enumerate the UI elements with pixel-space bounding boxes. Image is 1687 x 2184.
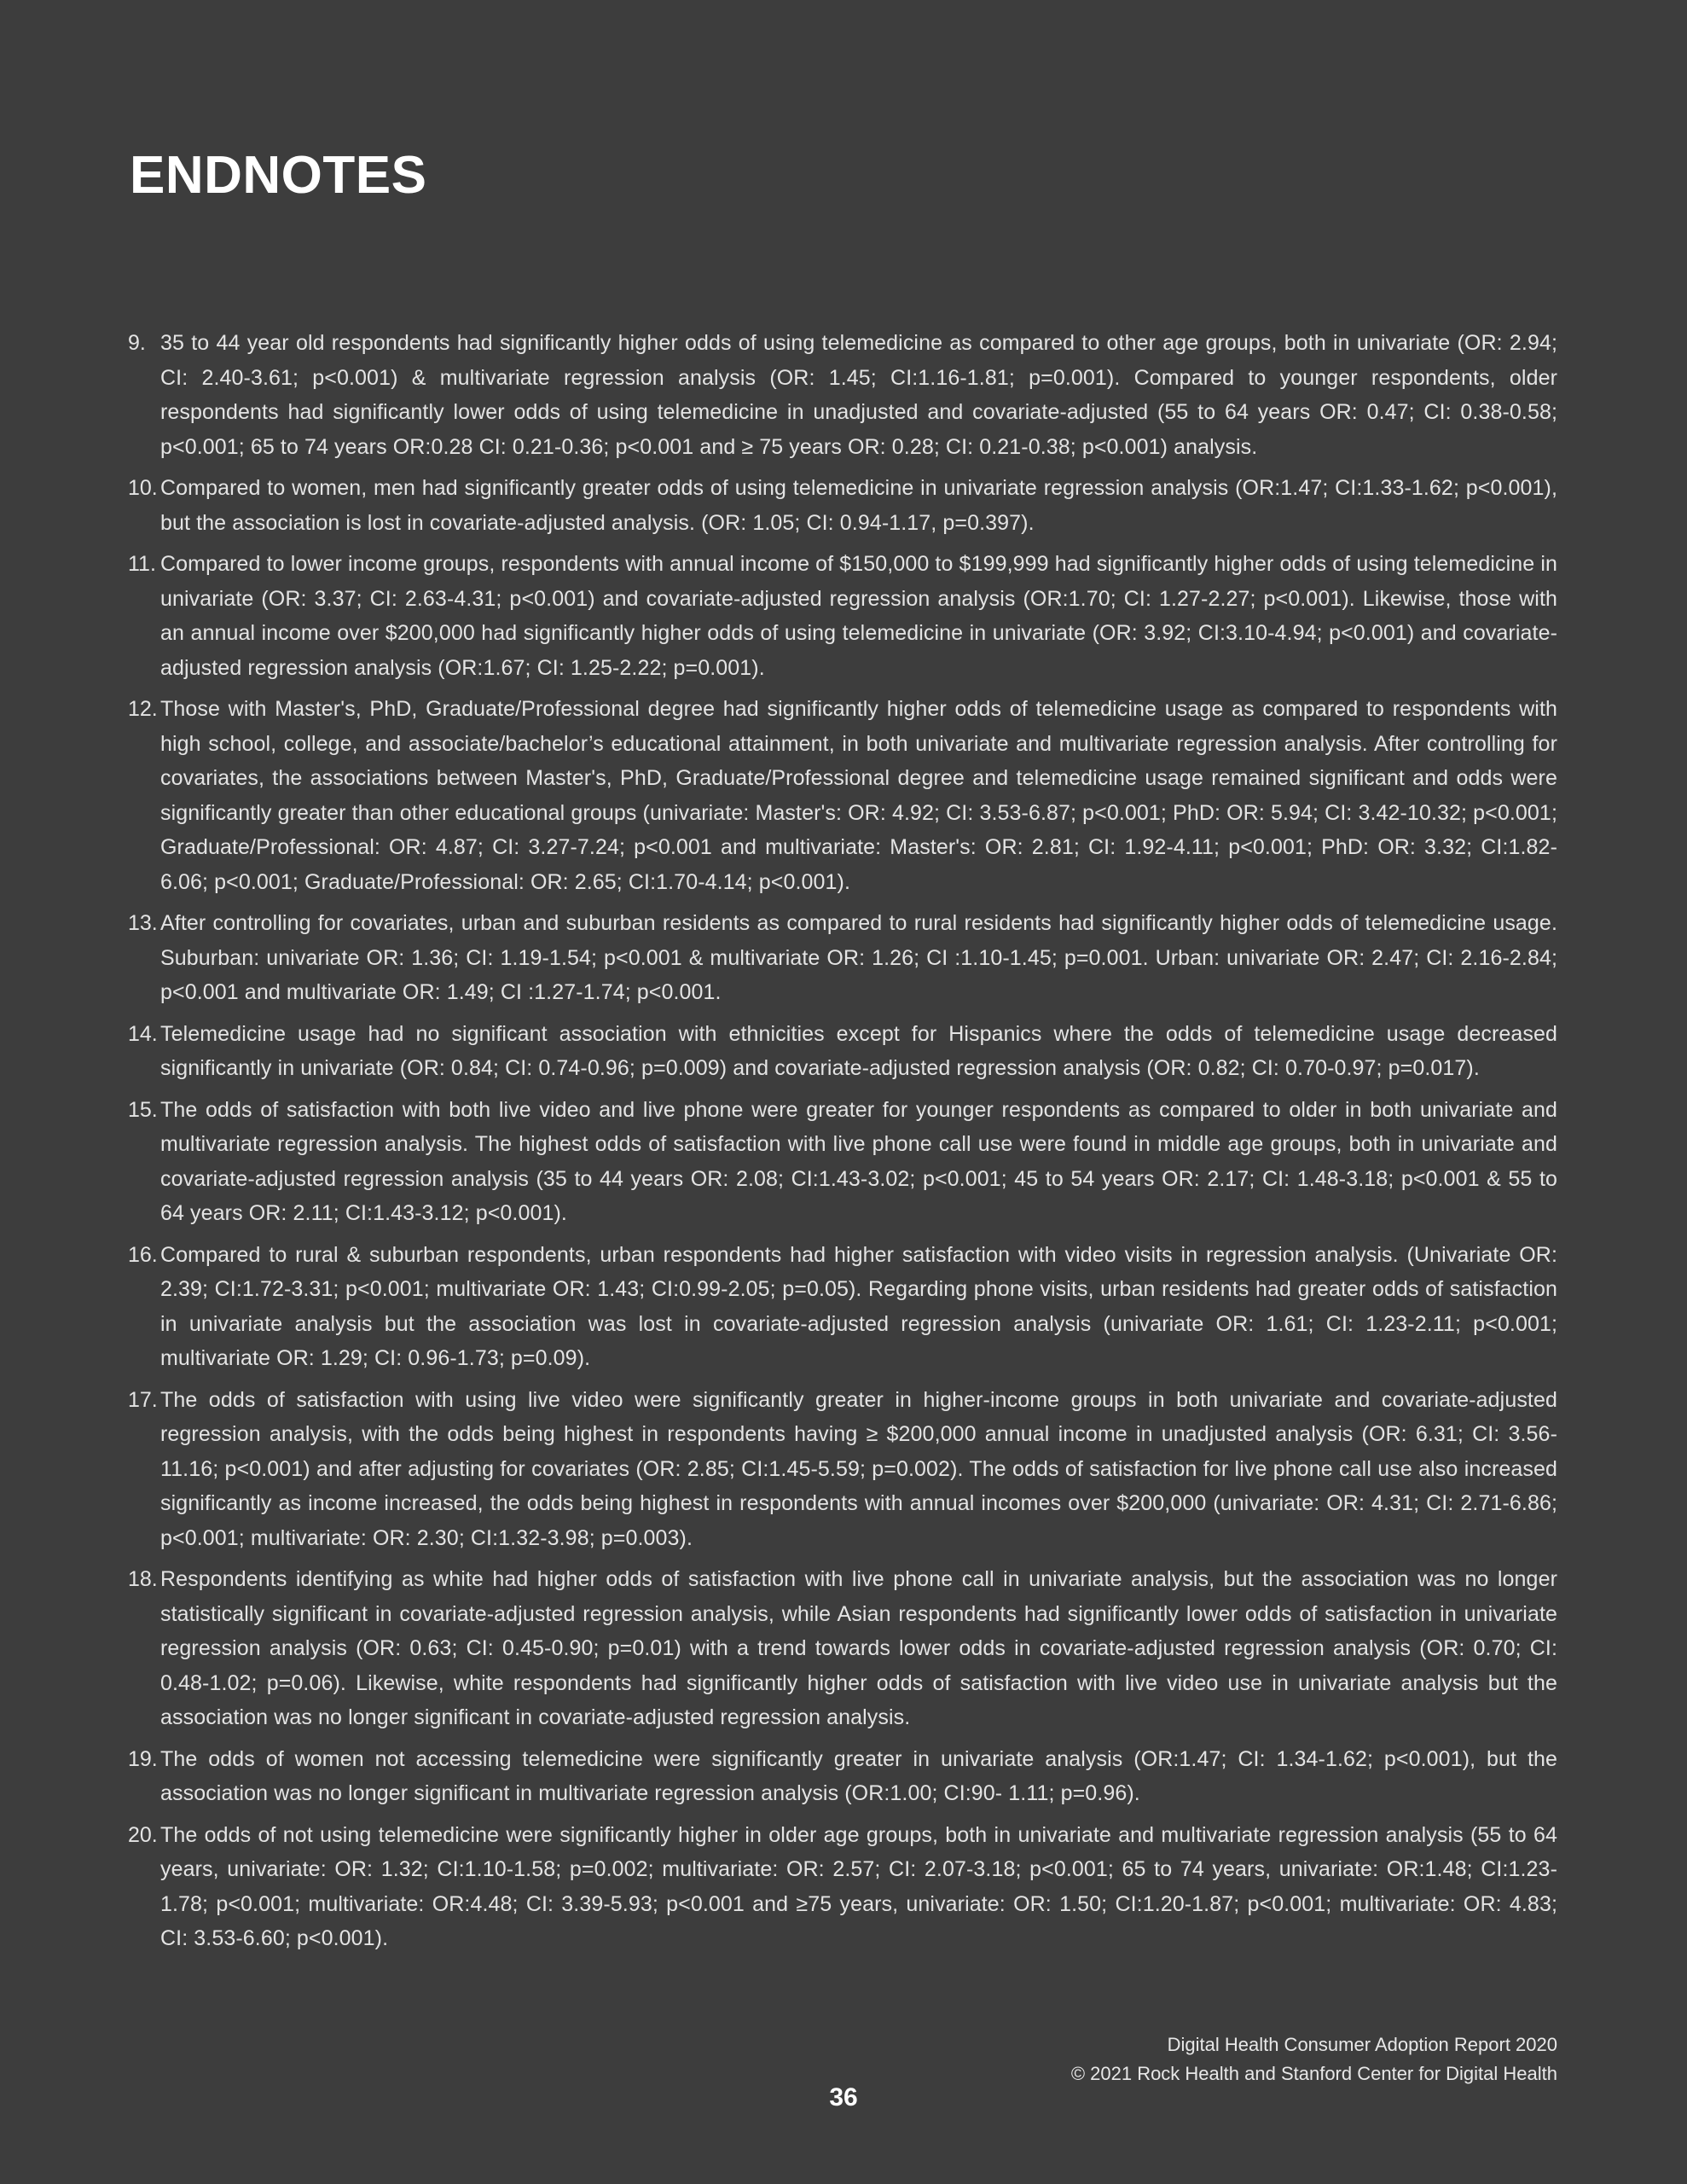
endnote-text: Those with Master's, PhD, Graduate/Professional degree had significantly higher odds of telemedicine usage as compared to respondents with high school, college, and associate/bachelor’s educational attainment, in both univariate and multivariate regression analysis. After controlling for covariates, the associations between Master's, PhD, Graduate/Professional degree and telemedicine usage remained significant and odds were significantly greater than other educational groups (univariate: Master's: OR: 4.92; CI: 3.53-6.87; p<0.001; PhD: OR: 5.94; CI: 3.42-10.32; p<0.001; Graduate/Professional: OR: 4.87; CI: 3.27-7.24; p<0.001 and multivariate: Master's: OR: 2.81; CI: 1.92-4.11; p<0.001; PhD: OR: 3.32; CI:1.82-6.06; p<0.001; Graduate/Professional: OR: 2.65; CI:1.70-4.14; p<0.001). xyxy=(160,697,1557,894)
endnote-number: 9. xyxy=(128,331,146,355)
endnote-number: 17. xyxy=(128,1387,158,1412)
endnote-number: 19. xyxy=(128,1746,158,1771)
endnote-number: 10. xyxy=(128,476,158,500)
footer-report-title: Digital Health Consumer Adoption Report 2020 xyxy=(1167,2034,1557,2055)
endnote-text: Compared to lower income groups, respondents with annual income of $150,000 to $199,999 had significantly higher odds of using telemedicine in univariate (OR: 3.37; CI: 2.63-4.31; p<0.001) and covariate-adjusted regression analysis (OR:1.70; CI: 1.27-2.27; p<0.001). Likewise, those with an annual income over $200,000 had significantly higher odds of using telemedicine in univariate (OR: 3.92; CI:3.10-4.94; p<0.001) and covariate-adjusted regression analysis (OR:1.67; CI: 1.25-2.22; p=0.001). xyxy=(160,552,1557,680)
endnote-number: 18. xyxy=(128,1567,158,1591)
endnote-text: Respondents identifying as white had higher odds of satisfaction with live phone call in univariate analysis, but the association was no longer statistically significant in covariate-adjusted regression analysis, while Asian respondents had significantly lower odds of satisfaction in univariate regression analysis (OR: 0.63; CI: 0.45-0.90; p=0.01) with a trend towards lower odds in covariate-adjusted regression analysis (OR: 0.70; CI: 0.48-1.02; p=0.06). Likewise, white respondents had significantly higher odds of satisfaction with live video use in univariate analysis but the association was no longer significant in covariate-adjusted regression analysis. xyxy=(160,1567,1557,1729)
page-number: 36 xyxy=(829,2083,858,2111)
endnote-text: The odds of women not accessing telemedicine were significantly greater in univariate analysis (OR:1.47; CI: 1.34-1.62; p<0.001), but the association was no longer significant in multivariate regression analysis (OR:1.00; CI:90- 1.11; p=0.96). xyxy=(160,1746,1557,1805)
endnote-text: 35 to 44 year old respondents had significantly higher odds of using telemedicine as compared to other age groups, both in univariate (OR: 2.94; CI: 2.40-3.61; p<0.001) & multivariate regression analysis (OR: 1.45; CI:1.16-1.81; p=0.001). Compared to younger respondents, older respondents had significantly lower odds of using telemedicine in unadjusted and covariate-adjusted (55 to 64 years OR: 0.47; CI: 0.38-0.58; p<0.001; 65 to 74 years OR:0.28 CI: 0.21-0.36; p<0.001 and ≥ 75 years OR: 0.28; CI: 0.21-0.38; p<0.001) analysis. xyxy=(160,331,1557,459)
endnote-text: After controlling for covariates, urban and suburban residents as compared to rural residents had significantly higher odds of telemedicine usage. Suburban: univariate OR: 1.36; CI: 1.19-1.54; p<0.001 & multivariate OR: 1.26; CI :1.10-1.45; p=0.001. Urban: univariate OR: 2.47; CI: 2.16-2.84; p<0.001 and multivariate OR: 1.49; CI :1.27-1.74; p<0.001. xyxy=(160,911,1557,1004)
endnote-text: The odds of not using telemedicine were significantly higher in older age groups, both in univariate and multivariate regression analysis (55 to 64 years, univariate: OR: 1.32; CI:1.10-1.58; p=0.002; multivariate: OR: 2.57; CI: 2.07-3.18; p<0.001; 65 to 74 years, univariate: OR:1.48; CI:1.23-1.78; p<0.001; multivariate: OR:4.48; CI: 3.39-5.93; p<0.001 and ≥75 years, univariate: OR: 1.50; CI:1.20-1.87; p<0.001; multivariate: OR: 4.83; CI: 3.53-6.60; p<0.001). xyxy=(160,1822,1557,1950)
endnote-9 xyxy=(128,326,1557,464)
page-title: ENDNOTES xyxy=(130,146,427,205)
endnote-number: 20. xyxy=(128,1822,158,1847)
endnote-number: 15. xyxy=(128,1097,158,1122)
endnote-text: Compared to rural & suburban respondents, urban respondents had higher satisfaction with video visits in regression analysis. (Univariate OR: 2.39; CI:1.72-3.31; p<0.001; multivariate OR: 1.43; CI:0.99-2.05; p=0.05). Regarding phone visits, urban residents had greater odds of satisfaction in univariate analysis but the association was lost in covariate-adjusted regression analysis (univariate OR: 1.61; CI: 1.23-2.11; p<0.001; multivariate OR: 1.29; CI: 0.96-1.73; p=0.09). xyxy=(160,1242,1557,1370)
endnote-20 xyxy=(128,1818,1557,1956)
endnote-number: 12. xyxy=(128,697,158,721)
page-footer xyxy=(1071,2030,1557,2088)
endnote-number: 14. xyxy=(128,1021,158,1046)
endnote-text: Telemedicine usage had no significant association with ethnicities except for Hispanics where the odds of telemedicine usage decreased significantly in univariate (OR: 0.84; CI: 0.74-0.96; p=0.009) and covariate-adjusted regression analysis (OR: 0.82; CI: 0.70-0.97; p=0.017). xyxy=(160,1021,1557,1080)
endnote-number: 13. xyxy=(128,911,158,935)
endnote-text: Compared to women, men had significantly greater odds of using telemedicine in univariate regression analysis (OR:1.47; CI:1.33-1.62; p<0.001), but the association is lost in covariate-adjusted analysis. (OR: 1.05; CI: 0.94-1.17, p=0.397). xyxy=(160,476,1557,535)
endnote-11 xyxy=(128,547,1557,685)
endnote-number: 11. xyxy=(128,552,156,576)
endnote-12 xyxy=(128,692,1557,899)
endnote-18 xyxy=(128,1562,1557,1735)
endnote-15 xyxy=(128,1093,1557,1231)
endnote-16 xyxy=(128,1238,1557,1376)
endnotes-list xyxy=(128,326,1557,1963)
endnote-10 xyxy=(128,471,1557,540)
endnote-13 xyxy=(128,906,1557,1010)
endnote-14 xyxy=(128,1017,1557,1086)
endnote-17 xyxy=(128,1383,1557,1556)
endnote-number: 16. xyxy=(128,1242,158,1267)
footer-copyright: © 2021 Rock Health and Stanford Center for Digital Health xyxy=(1070,2063,1557,2084)
endnote-19 xyxy=(128,1742,1557,1811)
endnote-text: The odds of satisfaction with both live video and live phone were greater for younger respondents as compared to older in both univariate and multivariate regression analysis. The highest odds of satisfaction with live phone call use were found in middle age groups, both in univariate and covariate-adjusted regression analysis (35 to 44 years OR: 2.08; CI:1.43-3.02; p<0.001; 45 to 54 years OR: 2.17; CI: 1.48-3.18; p<0.001 & 55 to 64 years OR: 2.11; CI:1.43-3.12; p<0.001). xyxy=(160,1097,1557,1225)
endnote-text: The odds of satisfaction with using live video were significantly greater in higher-income groups in both univariate and covariate-adjusted regression analysis, with the odds being highest in respondents having ≥ $200,000 annual income in unadjusted analysis (OR: 6.31; CI: 3.56-11.16; p<0.001) and after adjusting for covariates (OR: 2.85; CI:1.45-5.59; p=0.002). The odds of satisfaction for live phone call use also increased significantly as income increased, the odds being highest in respondents with annual incomes over $200,000 (univariate: OR: 4.31; CI: 2.71-6.86; p<0.001; multivariate: OR: 2.30; CI:1.32-3.98; p=0.003). xyxy=(160,1387,1557,1550)
